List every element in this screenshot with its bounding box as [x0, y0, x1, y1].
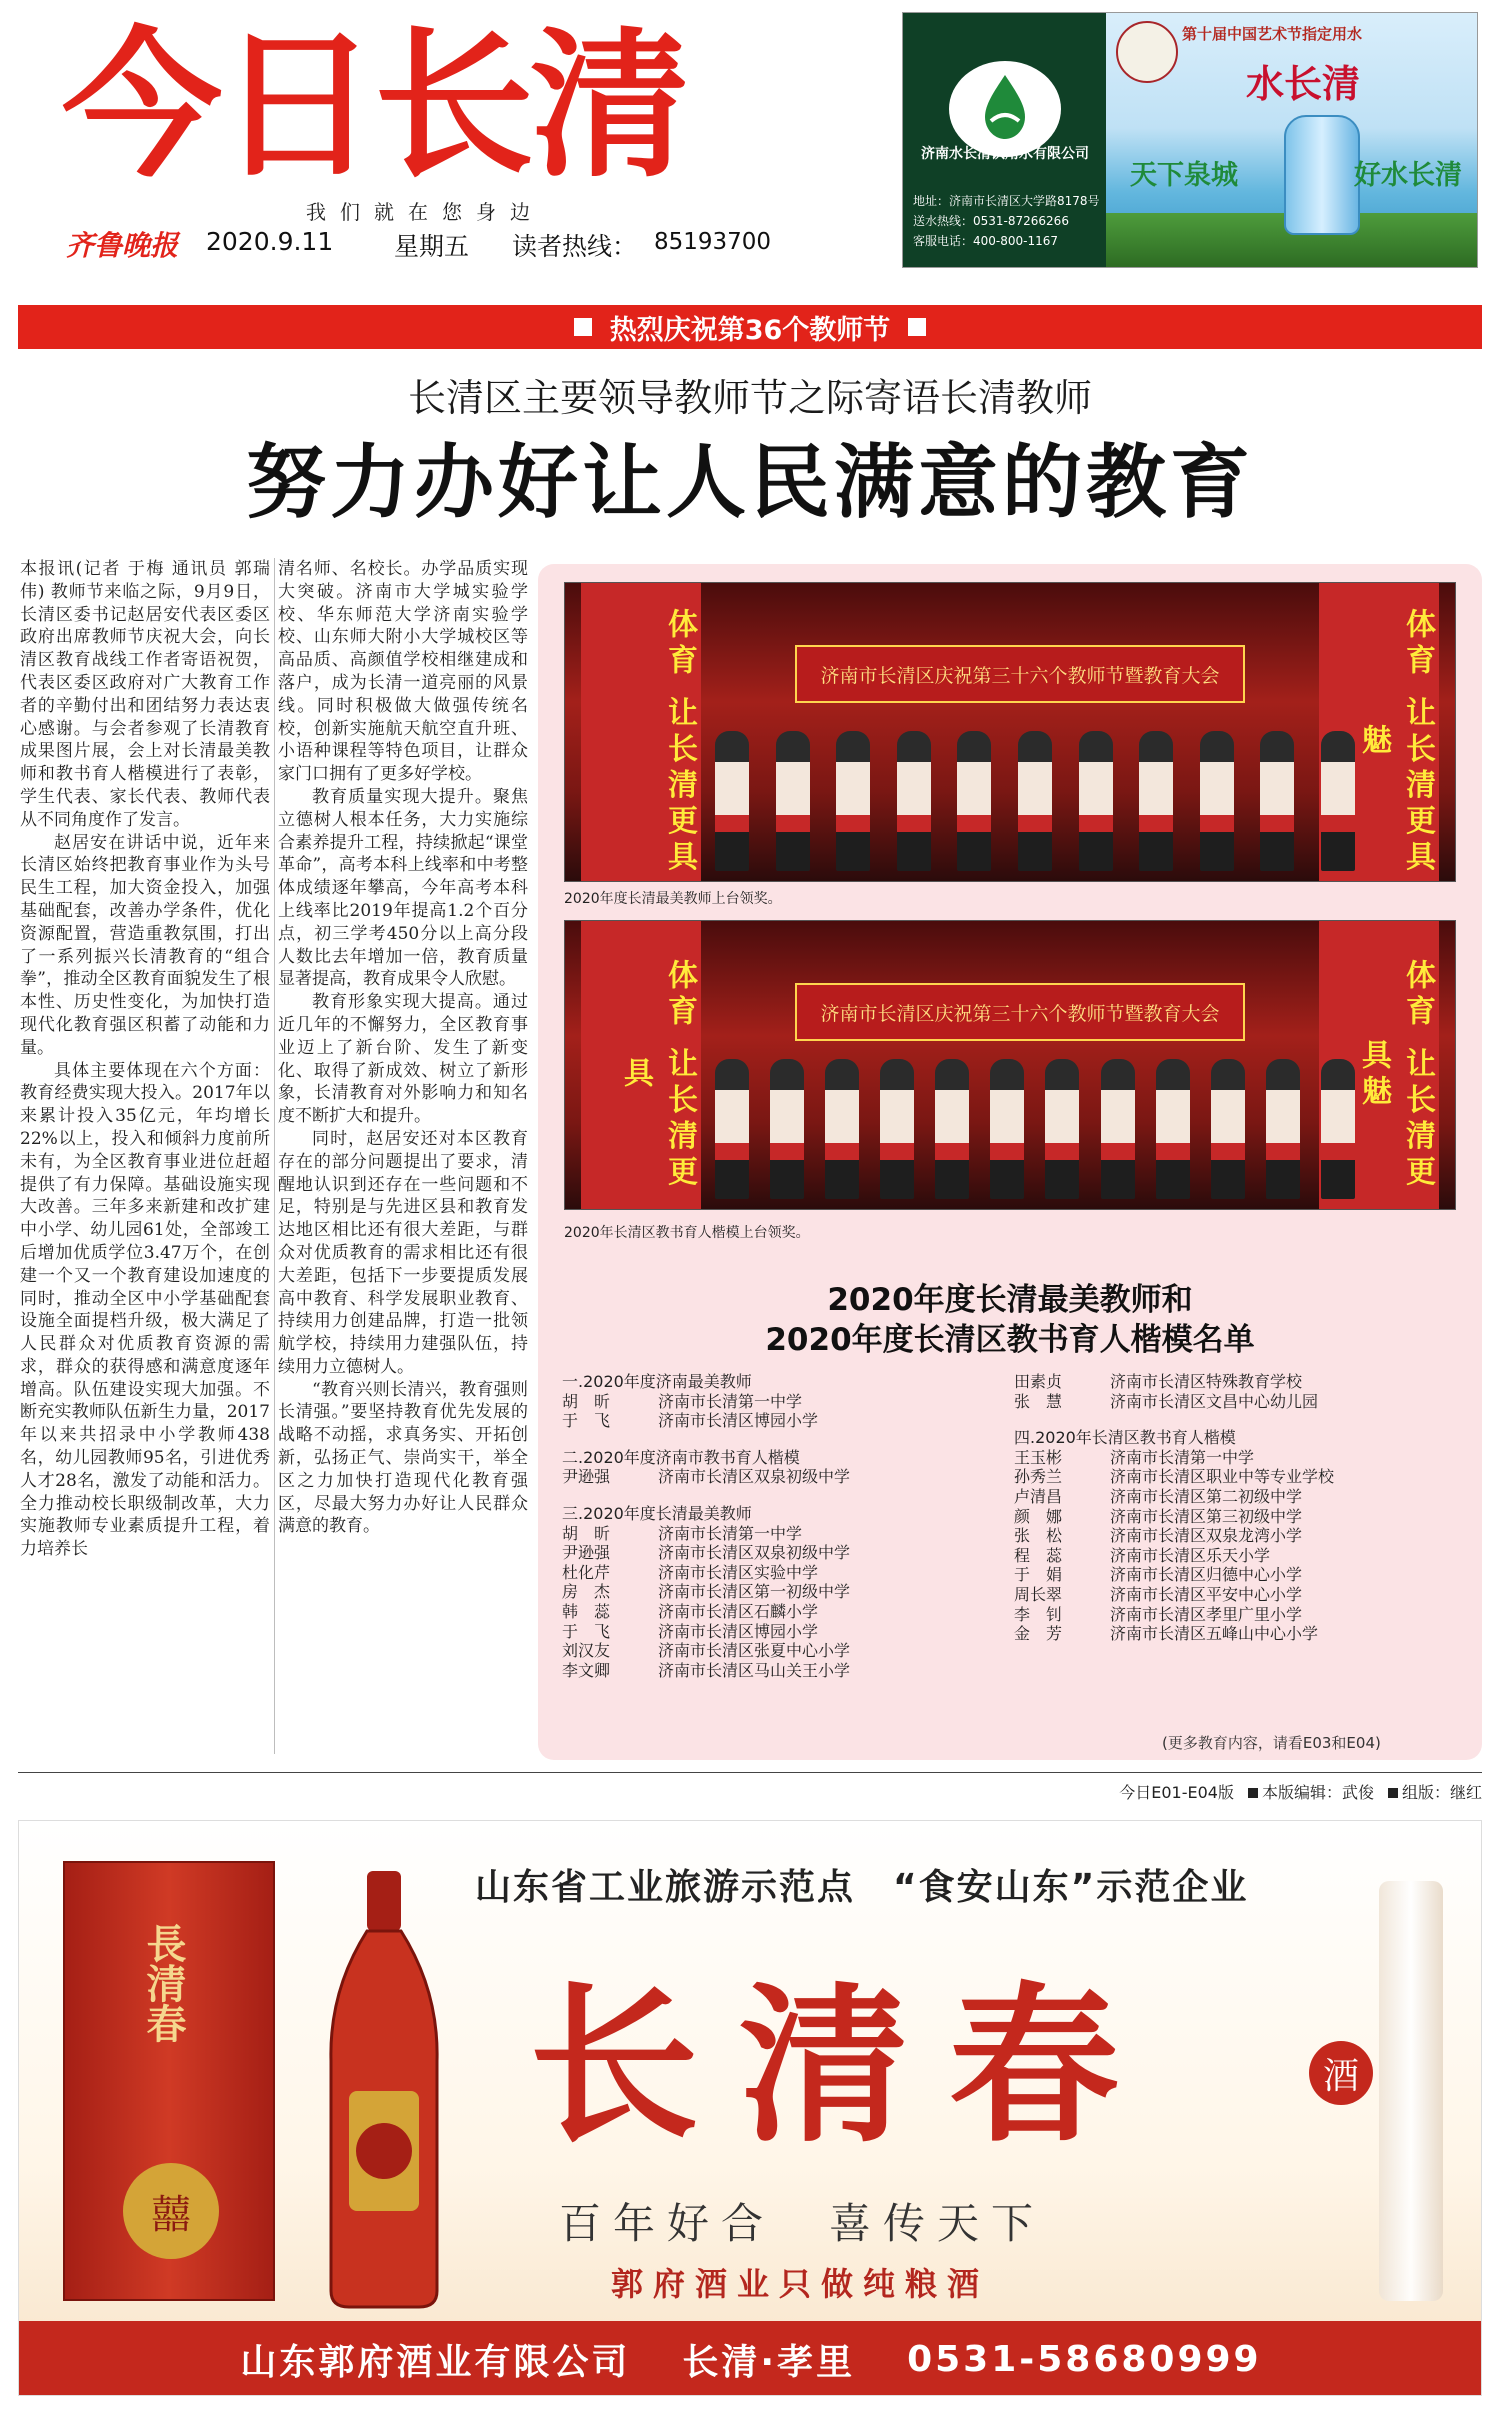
ad-company-bar — [19, 2321, 1482, 2396]
article-paragraph: 具体主要体现在六个方面：教育经费实现大投入。2017年以来累计投入35亿元，年均增长22%以上，投入和倾斜力度前所未有，为全区教育事业进位赶超提供了有力保障。基础设施实现大改善。三年多来新建和改扩建中小学、幼儿园61处，全部竣工后增加优质学位3.47万个，在创建一个又一个教育建设加速度的同时，推动全区中小学基础配套设施全面提档升级，极大满足了人民群众对优质教育资源的需求，群众的获得感和满意度逐年增高。队伍建设实现大加强。不断充实教师队伍新生力量，2017年以来共招录中小学教师438名，幼儿园教师95名，引进优秀人才28名，激发了动能和活力。全力推动校长职级制改革，大力实施教师专业素质提升工程，着力培养长 — [20, 1060, 270, 1560]
water-contacts — [913, 191, 1103, 251]
issue-weekday: 星期五 — [394, 232, 470, 261]
liquor-brand-suffix: 酒 — [1309, 2041, 1373, 2105]
square-bullet-icon — [574, 318, 592, 336]
honoree-name: 于 飞 — [562, 1411, 611, 1431]
masthead-title: 今日长清 — [62, 12, 687, 199]
honor-list-row — [1014, 1526, 1464, 1546]
honor-list-title — [538, 1280, 1482, 1360]
person-figure-icon — [880, 1059, 914, 1199]
article-paragraph: “教育兴则长清兴，教育强则长清强。”要坚持教育优先发展的战略不动摇，求真务实、开拓创新，弘扬正气、崇尚实干，举全区之力加快打造现代化教育强区，尽最大努力办好让人民群众满意的教育。 — [278, 1379, 528, 1537]
person-figure-icon — [1018, 731, 1052, 871]
honor-list-row — [562, 1582, 992, 1602]
liquor-bottle-icon — [309, 1871, 459, 2311]
water-slogan-left: 天下泉城 — [1130, 160, 1238, 191]
liquor-brand-text: 长清春 — [529, 1966, 1160, 2166]
water-ad-image-panel — [1106, 13, 1478, 268]
gift-box-name: 長清春 — [140, 1923, 187, 2043]
awardees-group — [715, 721, 1355, 871]
honor-group-heading: 二.2020年度济南市教书育人楷模 — [562, 1447, 800, 1467]
honor-list-title-line: 2020年度长清区教书育人楷模名单 — [765, 1322, 1255, 1358]
article-kicker: 长清区主要领导教师节之际寄语长清教师 — [407, 376, 1092, 420]
person-figure-icon — [776, 731, 810, 871]
honoree-school: 济南市长清区双泉初级中学 — [658, 1543, 851, 1563]
article-headline[interactable]: 努力办好让人民满意的教育 — [246, 436, 1254, 529]
honoree-name: 杜化芹 — [562, 1562, 611, 1582]
page-layout-text: 组版：继红 — [1401, 1783, 1482, 1802]
honoree-name: 卢清昌 — [1014, 1486, 1063, 1506]
honor-group — [1014, 1372, 1464, 1411]
honoree-name: 周长翠 — [1014, 1584, 1063, 1604]
honor-list-row — [1014, 1546, 1464, 1566]
person-figure-icon — [770, 1059, 804, 1199]
hotline-number: 85193700 — [654, 229, 772, 255]
water-service-line: 客服电话：400-800-1167 — [913, 234, 1059, 248]
honor-list-row — [1014, 1624, 1464, 1644]
honoree-name: 李文卿 — [562, 1660, 611, 1680]
honoree-name: 于 娟 — [1014, 1565, 1063, 1585]
person-figure-icon — [1266, 1059, 1300, 1199]
award-photo-model-teachers[interactable] — [564, 920, 1456, 1210]
honoree-name: 张 慧 — [1014, 1391, 1063, 1411]
article-paragraph: 本报讯(记者 于梅 通讯员 郭瑞伟) 教师节来临之际，9月9日，长清区委书记赵居安代表区委区政府出席教师节庆祝大会，向长清区教育战线工作者寄语祝贺，代表区委区政府对广大教育工作者的辛勤付出和团结努力表达衷心感谢。与会者参观了长清教育成果图片展，会上对长清最美教师和教书育人楷模进行了表彰，学生代表、家长代表、教师代表从不同角度作了发言。 — [20, 559, 270, 830]
honor-list-row — [562, 1524, 992, 1544]
person-figure-icon — [1260, 731, 1294, 871]
person-figure-icon — [935, 1059, 969, 1199]
honoree-school: 济南市长清区博园小学 — [658, 1411, 819, 1431]
ad-company-name: 山东郭府酒业有限公司 — [240, 2341, 631, 2383]
honor-list-row — [562, 1641, 992, 1661]
hotline-label: 读者热线： — [512, 232, 638, 261]
honoree-school: 济南市长清区马山关王小学 — [658, 1660, 851, 1680]
stage-pillar-right: 体育 让长清更具魅 — [1319, 921, 1439, 1209]
square-bullet-icon — [1388, 1788, 1398, 1798]
square-bullet-icon — [908, 318, 926, 336]
honor-group — [562, 1504, 992, 1680]
feature-banner-text: 热烈庆祝第36个教师节 — [609, 314, 891, 346]
honoree-name: 张 松 — [1014, 1526, 1063, 1546]
ad-slogan-top: 山东省工业旅游示范点 “食安山东”示范企业 — [475, 1867, 1249, 1908]
person-figure-icon — [715, 1059, 749, 1199]
honor-list-row — [562, 1661, 992, 1681]
honor-group-heading: 三.2020年度长清最美教师 — [562, 1503, 752, 1523]
person-figure-icon — [715, 731, 749, 871]
water-advertisement[interactable] — [902, 12, 1478, 268]
article-paragraph: 同时，赵居安还对本区教育存在的部分问题提出了要求，清醒地认识到还存在一些问题和不足，特别是与先进区县和教育发达地区相比还有很大差距，与群众对优质教育的需求相比还有很大差距，包括下一步要提质发展高中教育、科学发展职业教育、持续用力创建品牌，打造一批领航学校，持续用力建强队伍，持续用力立德树人。 — [278, 1128, 528, 1377]
stage-screen-text: 济南市长清区庆祝第三十六个教师节暨教育大会 — [795, 645, 1245, 703]
liquor-advertisement[interactable] — [18, 1820, 1482, 2396]
honor-group — [562, 1372, 992, 1431]
honoree-school: 济南市长清区第一初级中学 — [658, 1582, 851, 1602]
honoree-school: 济南市长清区特殊教育学校 — [1110, 1372, 1303, 1391]
honor-list-left — [562, 1372, 992, 1697]
water-brand-text: 水长清 — [1246, 61, 1361, 106]
water-slogan-right: 好水长清 — [1354, 160, 1462, 191]
person-figure-icon — [1079, 731, 1113, 871]
issue-date: 2020.9.11 — [206, 227, 334, 256]
honoree-school: 济南市长清区双泉初级中学 — [658, 1467, 851, 1487]
honoree-school: 济南市长清第一中学 — [658, 1391, 803, 1411]
article-paragraph: 清名师、名校长。办学品质实现大突破。济南市大学城实验学校、华东师范大学济南实验学校、山东师大附小大学城校区等高品质、高颜值学校相继建成和落户，成为长清一道亮丽的风景线。同时积极做大做强传统名校，创新实施航天航空直升班、小语种课程等特色项目，让群众家门口拥有了更多好学校。 — [278, 559, 528, 785]
honor-list-row — [562, 1467, 992, 1487]
honoree-name: 韩 蕊 — [562, 1601, 611, 1621]
honor-group — [1014, 1428, 1464, 1644]
person-figure-icon — [1045, 1059, 1079, 1199]
water-address: 地址：济南市长清区大学路8178号 — [913, 194, 1100, 208]
honoree-school: 济南市长清区文昌中心幼儿园 — [1110, 1391, 1319, 1411]
honor-list-feature-box — [538, 564, 1482, 1760]
honoree-name: 胡 昕 — [562, 1391, 611, 1411]
person-figure-icon — [1139, 731, 1173, 871]
honoree-school: 济南市长清区博园小学 — [658, 1621, 819, 1641]
person-figure-icon — [990, 1059, 1024, 1199]
see-more-note[interactable]: (更多教育内容，请看E03和E04) — [1162, 1734, 1381, 1752]
honoree-name: 王玉彬 — [1014, 1447, 1063, 1467]
person-figure-icon — [1156, 1059, 1190, 1199]
honor-list-row — [562, 1543, 992, 1563]
honor-list-row — [1014, 1585, 1464, 1605]
ad-company-location: 长清·孝里 — [682, 2341, 856, 2383]
honor-list-row — [562, 1563, 992, 1583]
honor-list-row — [1014, 1392, 1464, 1412]
honoree-name: 尹逊强 — [562, 1543, 611, 1563]
award-photo-best-teachers[interactable] — [564, 582, 1456, 882]
honor-list-row — [562, 1602, 992, 1622]
water-delivery-line: 送水热线：0531-87266266 — [913, 214, 1069, 228]
honor-group-heading: 四.2020年长清区教书育人楷模 — [1014, 1428, 1236, 1448]
page-range: 今日E01-E04版 — [1119, 1783, 1234, 1802]
honor-list-row — [562, 1411, 992, 1431]
masthead — [0, 0, 1500, 290]
article-paragraph: 赵居安在讲话中说，近年来长清区始终把教育事业作为头号民生工程，加大资金投入，加强基础配套，改善办学条件，优化资源配置，营造重教氛围，打出了一系列振兴长清教育的“组合拳”，推动全区教育面貌发生了根本性、历史性变化，为加快打造现代化教育强区积蓄了动能和力量。 — [20, 832, 270, 1058]
honor-list-row — [1014, 1565, 1464, 1585]
honor-list-row — [562, 1392, 992, 1412]
water-company-name: 济南水长清饮用水有限公司 — [921, 146, 1089, 162]
column-divider — [274, 558, 275, 1754]
person-figure-icon — [1211, 1059, 1245, 1199]
water-bottle-icon — [1284, 115, 1360, 235]
honoree-name: 于 飞 — [562, 1621, 611, 1641]
water-ad-company-panel — [903, 13, 1106, 268]
page-info — [1119, 1780, 1482, 1803]
stage-pillar-left: 体育 让长清更具 — [581, 921, 701, 1209]
honoree-school: 济南市长清区职业中等专业学校 — [1110, 1467, 1335, 1487]
person-figure-icon — [897, 731, 931, 871]
honoree-school: 济南市长清区第二初级中学 — [1110, 1486, 1303, 1506]
honor-list-right — [1014, 1372, 1464, 1661]
tagline: 我们就在您身边 — [306, 200, 544, 224]
honor-list-row — [1014, 1372, 1464, 1392]
ad-company-phone[interactable]: 0531-58680999 — [907, 2338, 1262, 2380]
person-figure-icon — [825, 1059, 859, 1199]
honoree-school: 济南市长清区平安中心小学 — [1110, 1584, 1303, 1604]
honoree-name: 李 钊 — [1014, 1604, 1063, 1624]
honor-group — [562, 1448, 992, 1487]
person-figure-icon — [1321, 1059, 1355, 1199]
honoree-school: 济南市长清区乐天小学 — [1110, 1545, 1271, 1565]
honor-list-row — [1014, 1605, 1464, 1625]
honor-group-heading: 一.2020年度济南最美教师 — [562, 1372, 752, 1391]
photo-caption: 2020年长清区教书育人楷模上台领奖。 — [564, 1225, 810, 1241]
honoree-school: 济南市长清区归德中心小学 — [1110, 1565, 1303, 1585]
festival-badge-icon — [1116, 21, 1178, 83]
gift-box-image — [63, 1861, 275, 2301]
paper-logo: 齐鲁晚报 — [66, 229, 179, 262]
honoree-name: 刘汉友 — [562, 1641, 611, 1661]
awardees-group — [715, 1049, 1355, 1199]
honoree-school: 济南市长清区五峰山中心小学 — [1110, 1624, 1319, 1644]
honor-list-title-line: 2020年度长清最美教师和 — [827, 1282, 1193, 1318]
square-bullet-icon — [1248, 1788, 1258, 1798]
person-figure-icon — [836, 731, 870, 871]
person-figure-icon — [957, 731, 991, 871]
honoree-name: 金 芳 — [1014, 1624, 1063, 1644]
double-happiness-icon: 囍 — [123, 2163, 219, 2259]
honoree-name: 程 蕊 — [1014, 1545, 1063, 1565]
page-layout — [1388, 1780, 1482, 1803]
footer-rule — [18, 1772, 1482, 1773]
article-paragraph: 教育质量实现大提升。聚焦立德树人根本任务，大力实施综合素养提升工程，持续掀起“课堂革命”，高考本科上线率和中考整体成绩逐年攀高，今年高考本科上线率比2019年提高1.2个百分点，初三学考450分以上高分段人数比去年增加一倍，教育质量显著提高，教育成果令人欣慰。 — [278, 786, 528, 990]
honor-list-row — [562, 1622, 992, 1642]
honoree-name: 田素贞 — [1014, 1372, 1063, 1391]
ad-slogan-lower: 郭府酒业只做纯粮酒 — [611, 2265, 990, 2303]
honoree-school: 济南市长清区张夏中心小学 — [658, 1641, 851, 1661]
honoree-name: 颜 娜 — [1014, 1506, 1063, 1526]
honoree-school: 济南市长清区双泉龙湾小学 — [1110, 1526, 1303, 1546]
page-editor — [1248, 1780, 1374, 1803]
honor-list-row — [1014, 1467, 1464, 1487]
feature-banner — [18, 305, 1482, 349]
honoree-school: 济南市长清第一中学 — [658, 1523, 803, 1543]
honoree-school: 济南市长清区实验中学 — [658, 1562, 819, 1582]
stage-screen-text: 济南市长清区庆祝第三十六个教师节暨教育大会 — [795, 983, 1245, 1041]
honor-list-row — [1014, 1487, 1464, 1507]
article-column-2 — [278, 558, 528, 1754]
huabiao-column-decoration — [1379, 1881, 1443, 2301]
ad-slogan-middle: 百年好合 喜传天下 — [559, 2199, 1046, 2248]
honoree-school: 济南市长清区第三初级中学 — [1110, 1506, 1303, 1526]
photo-caption: 2020年度长清最美教师上台领奖。 — [564, 891, 782, 907]
article-column-1 — [20, 558, 270, 1754]
honoree-school: 济南市长清区孝里广里小学 — [1110, 1604, 1303, 1624]
page-editor-text: 本版编辑：武俊 — [1261, 1783, 1374, 1802]
stage-pillar-left: 体育 让长清更具 — [581, 583, 701, 881]
honoree-name: 房 杰 — [562, 1582, 611, 1602]
person-figure-icon — [1101, 1059, 1135, 1199]
water-festival-text: 第十届中国艺术节指定用水 — [1182, 25, 1363, 43]
stage-pillar-right: 体育 让长清更具魅 — [1319, 583, 1439, 881]
honor-list-row — [1014, 1507, 1464, 1527]
person-figure-icon — [1200, 731, 1234, 871]
person-figure-icon — [1321, 731, 1355, 871]
honor-list-row — [1014, 1448, 1464, 1468]
honoree-name: 尹逊强 — [562, 1467, 611, 1487]
article-paragraph: 教育形象实现大提高。通过近几年的不懈努力，全区教育事业迈上了新台阶、发生了新变化、取得了新成效、树立了新形象，长清教育对外影响力和知名度不断扩大和提升。 — [278, 992, 528, 1127]
honoree-name: 胡 昕 — [562, 1523, 611, 1543]
honoree-school: 济南市长清第一中学 — [1110, 1447, 1255, 1467]
honoree-name: 孙秀兰 — [1014, 1467, 1063, 1487]
honoree-school: 济南市长清区石麟小学 — [658, 1601, 819, 1621]
